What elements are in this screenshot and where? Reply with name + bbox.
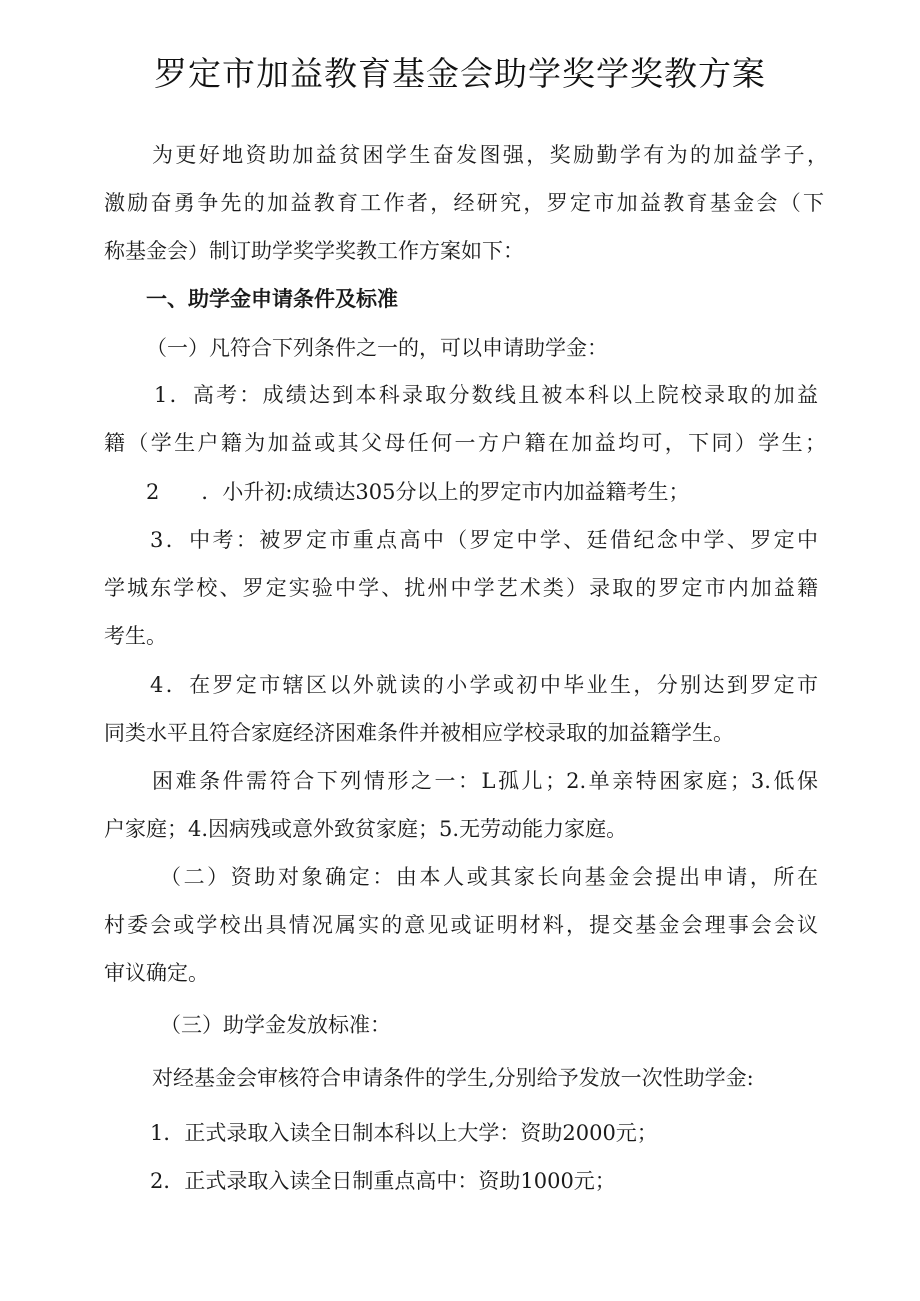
section-1-heading: 一、助学金申请条件及标准 xyxy=(146,287,398,311)
subsection-3-intro: 对经基金会审核符合申请条件的学生,分别给予发放一次性助学金: xyxy=(152,1066,754,1090)
hardship-line-1: 困难条件需符合下列情形之一：L孤儿；2.单亲特困家庭；3.低保 xyxy=(152,769,818,793)
subsection-1-heading: （一）凡符合下列条件之一的，可以申请助学金： xyxy=(146,336,608,360)
item-2: 2 ．小升初:成绩达305分以上的罗定市内加益籍考生； xyxy=(146,480,690,504)
document-title: 罗定市加益教育基金会助学奖学奖教方案 xyxy=(154,54,766,93)
item-3-line-2: 学城东学校、罗定实验中学、扰州中学艺术类）录取的罗定市内加益籍 xyxy=(104,576,818,600)
item-1-line-2: 籍（学生户籍为加益或其父母任何一方户籍在加益均可，下同）学生； xyxy=(104,431,826,455)
item-3-line-1: 3．中考：被罗定市重点高中（罗定中学、廷借纪念中学、罗定中 xyxy=(150,528,818,552)
award-item-1: 1．正式录取入读全日制本科以上大学：资助2000元； xyxy=(150,1121,658,1145)
item-1-line-1: 1．高考：成绩达到本科录取分数线且被本科以上院校录取的加益 xyxy=(154,383,818,407)
item-4-line-1: 4．在罗定市辖区以外就读的小学或初中毕业生，分别达到罗定市 xyxy=(150,673,818,697)
award-item-2: 2．正式录取入读全日制重点高中：资助1000元； xyxy=(150,1169,616,1193)
subsection-2-line-1: （二）资助对象确定：由本人或其家长向基金会提出申请，所在 xyxy=(160,865,818,889)
subsection-3-heading: （三）助学金发放标准： xyxy=(160,1013,391,1037)
item-3-line-3: 考生。 xyxy=(104,624,167,648)
intro-line-2: 激励奋勇争先的加益教育工作者，经研究，罗定市加益教育基金会（下 xyxy=(104,191,824,215)
subsection-2-line-2: 村委会或学校出具情况属实的意见或证明材料，提交基金会理事会会议 xyxy=(104,913,818,937)
subsection-2-line-3: 审议确定。 xyxy=(104,961,209,985)
intro-line-3: 称基金会）制订助学奖学奖教工作方案如下： xyxy=(104,239,524,263)
hardship-line-2: 户家庭；4.因病残或意外致贫家庭；5.无劳动能力家庭。 xyxy=(104,817,628,841)
intro-line-1: 为更好地资助加益贫困学生奋发图强，奖励勤学有为的加益学子， xyxy=(152,143,828,167)
item-4-line-2: 同类水平且符合家庭经济困难条件并被相应学校录取的加益籍学生。 xyxy=(104,721,734,745)
